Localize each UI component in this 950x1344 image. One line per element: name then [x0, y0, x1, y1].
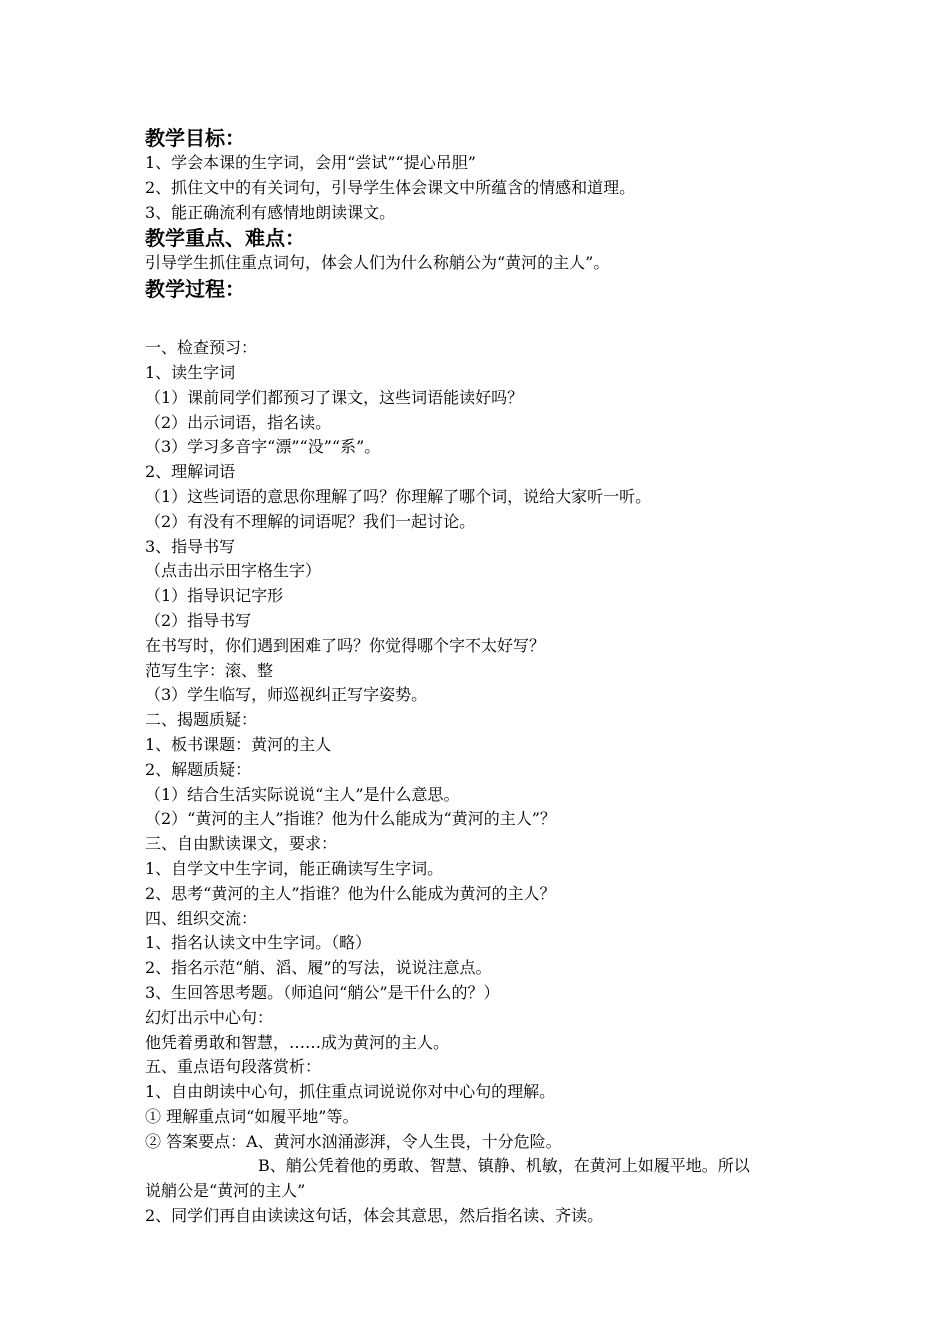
- process-line: （3）学生临写，师巡视纠正写字姿势。: [145, 685, 428, 705]
- goal-item-2: 2、抓住文中的有关词句，引导学生体会课文中所蕴含的情感和道理。: [145, 177, 636, 197]
- process-line: 二、揭题质疑：: [145, 710, 258, 730]
- key-points-heading: 教学重点、难点：: [145, 226, 305, 251]
- process-line: 1、板书课题：黄河的主人: [145, 734, 332, 754]
- process-line: 幻灯出示中心句：: [145, 1007, 274, 1027]
- process-line: 2、指名示范“艄、滔、履”的写法，说说注意点。: [145, 958, 492, 978]
- process-line: （1）这些词语的意思你理解了吗？你理解了哪个词，说给大家听一听。: [145, 486, 652, 506]
- process-line: 2、解题质疑：: [145, 759, 252, 779]
- process-line: 说艄公是“黄河的主人”: [145, 1181, 306, 1201]
- goal-item-1: 1、学会本课的生字词，会用“尝试”“提心吊胆”: [145, 153, 476, 172]
- process-line: 在书写时，你们遇到困难了吗？你觉得哪个字不太好写？: [145, 635, 546, 655]
- process-line: 1、指名认读文中生字词。（略）: [145, 933, 372, 953]
- process-line: 3、指导书写: [145, 536, 236, 556]
- process-line: （2）指导书写: [145, 610, 252, 630]
- process-line: 3、生回答思考题。（师追问“艄公”是干什么的？）: [145, 982, 500, 1002]
- blank-line: [145, 302, 825, 336]
- goal-item-3: 3、能正确流利有感情地朗读课文。: [145, 202, 396, 222]
- process-line: 一、检查预习：: [145, 338, 258, 358]
- process-line: （1）指导识记字形: [145, 586, 284, 606]
- process-line: 2、同学们再自由读读这句话，体会其意思，然后指名读、齐读。: [145, 1206, 604, 1226]
- document-page: [145, 125, 825, 1229]
- process-line: 1、自学文中生字词，能正确读写生字词。: [145, 858, 444, 878]
- process-line: 他凭着勇敢和智慧，……成为黄河的主人。: [145, 1032, 450, 1052]
- process-line: 2、思考“黄河的主人”指谁？他为什么能成为黄河的主人？: [145, 883, 556, 903]
- process-line: （2）出示词语，指名读。: [145, 412, 332, 432]
- process-line: 2、理解词语: [145, 462, 236, 482]
- process-line: 五、重点语句段落赏析：: [145, 1057, 322, 1077]
- process-heading: 教学过程：: [145, 277, 245, 302]
- process-line: （1）结合生活实际说说“主人”是什么意思。: [145, 784, 460, 804]
- key-points-text: 引导学生抓住重点词句，体会人们为什么称艄公为“黄河的主人”。: [145, 253, 610, 273]
- process-line: （2）“黄河的主人”指谁？他为什么能成为“黄河的主人”？: [145, 809, 556, 829]
- process-line: 三、自由默读课文，要求：: [145, 834, 338, 854]
- process-line: （点击出示田字格生字）: [145, 561, 322, 581]
- process-line: 1、读生字词: [145, 362, 236, 382]
- process-line: ② 答案要点：A、黄河水汹涌澎湃，令人生畏，十分危险。: [145, 1131, 562, 1151]
- process-line: 1、自由朗读中心句，抓住重点词说说你对中心句的理解。: [145, 1082, 556, 1102]
- process-line: 四、组织交流：: [145, 908, 258, 928]
- process-line-indented: B、艄公凭着他的勇敢、智慧、镇静、机敏，在黄河上如履平地。所以: [258, 1156, 750, 1176]
- process-line: （3）学习多音字“漂”“没”“系”。: [145, 437, 381, 457]
- goals-heading: 教学目标：: [145, 126, 245, 150]
- process-line: （2）有没有不理解的词语呢？我们一起讨论。: [145, 511, 476, 531]
- process-line: ① 理解重点词“如履平地”等。: [145, 1106, 359, 1126]
- process-line: 范写生字：滚、整: [145, 660, 274, 680]
- process-line: （1）课前同学们都预习了课文，这些词语能读好吗？: [145, 387, 524, 407]
